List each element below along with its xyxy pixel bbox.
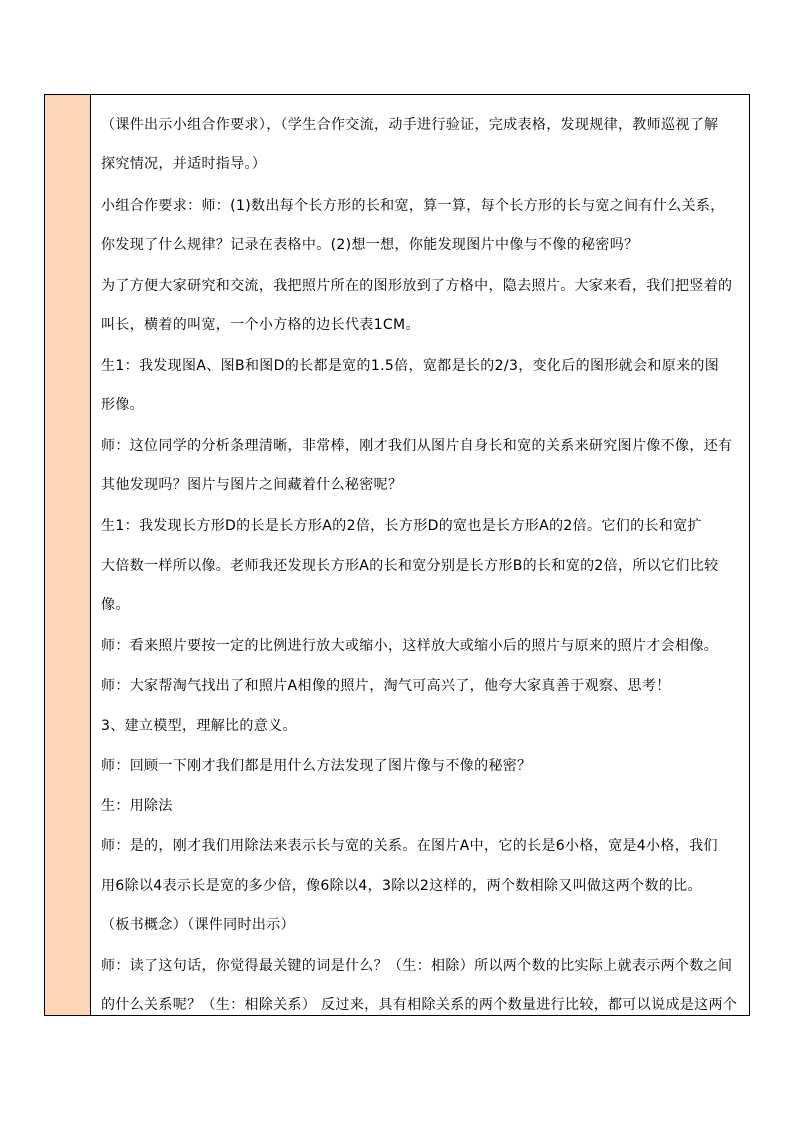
text-line-14: 师：看来照片要按一定的比例进行放大或缩小，这样放大或缩小后的照片与原来的照片才会相像。 (101, 638, 719, 654)
text-line-15: 师：大家帮淘气找出了和照片A相像的照片，淘气可高兴了，他夸大家真善于观察、思考！ (101, 678, 671, 694)
text-line-18: 生：用除法 (101, 798, 173, 814)
text-line-2: 探究情况，并适时指导。） (101, 156, 267, 172)
text-line-10: 其他发现吗？图片与图片之间藏着什么秘密呢？ (101, 477, 403, 493)
lesson-table (44, 94, 750, 1016)
text-line-19: 师：是的，刚才我们用除法来表示长与宽的关系。在图片A中，它的长是6小格，宽是4小格，我们 (101, 838, 718, 854)
text-line-13: 像。 (101, 597, 130, 613)
text-line-3: 小组合作要求：师：(1)数出每个长方形的长和宽，算一算，每个长方形的长与宽之间有什么关系， (101, 198, 725, 214)
text-line-20: 用6除以4表示长是宽的多少倍，像6除以4，3除以2这样的，两个数相除又叫做这两个数的比。 (101, 878, 702, 894)
table-content-cell (91, 95, 749, 1015)
text-line-21: （板书概念）（课件同时出示） (101, 917, 295, 933)
text-line-9: 师：这位同学的分析条理清晰，非常棒，刚才我们从图片自身长和宽的关系来研究图片像不像，还有 (101, 438, 733, 454)
text-line-6: 叫长，横着的叫宽，一个小方格的边长代表1CM。 (101, 317, 420, 333)
text-line-22: 师：读了这句话，你觉得最关键的词是什么？（生：相除）所以两个数的比实际上就表示两个数之间 (101, 958, 733, 974)
text-line-1: （课件出示小组合作要求），（学生合作交流，动手进行验证，完成表格，发现规律，教师巡视了解 (101, 117, 719, 133)
text-line-7: 生1：我发现图A、图B和图D的长都是宽的1.5倍，宽都是长的2/3，变化后的图形就会和原来的图 (101, 358, 720, 374)
table-left-shaded-cell (45, 95, 91, 1015)
text-line-8: 形像。 (101, 397, 145, 413)
text-line-17: 师：回顾一下刚才我们都是用什么方法发现了图片像与不像的秘密？ (101, 758, 532, 774)
text-line-16: 3、建立模型，理解比的意义。 (101, 718, 297, 734)
text-line-11: 生1：我发现长方形D的长是长方形A的2倍，长方形D的宽也是长方形A的2倍。它们的长和宽扩 (101, 518, 702, 534)
text-line-23: 的什么关系呢？（生：相除关系） 反过来，具有相除关系的两个数量进行比较，都可以说成是这两个 (101, 997, 738, 1013)
text-line-12: 大倍数一样所以像。老师我还发现长方形A的长和宽分别是长方形B的长和宽的2倍，所以它们比较 (101, 558, 719, 574)
text-line-4: 你发现了什么规律？记录在表格中。(2)想一想，你能发现图片中像与不像的秘密吗？ (101, 237, 639, 253)
text-line-5: 为了方便大家研究和交流，我把照片所在的图形放到了方格中，隐去照片。大家来看，我们把竖着的 (101, 278, 733, 294)
